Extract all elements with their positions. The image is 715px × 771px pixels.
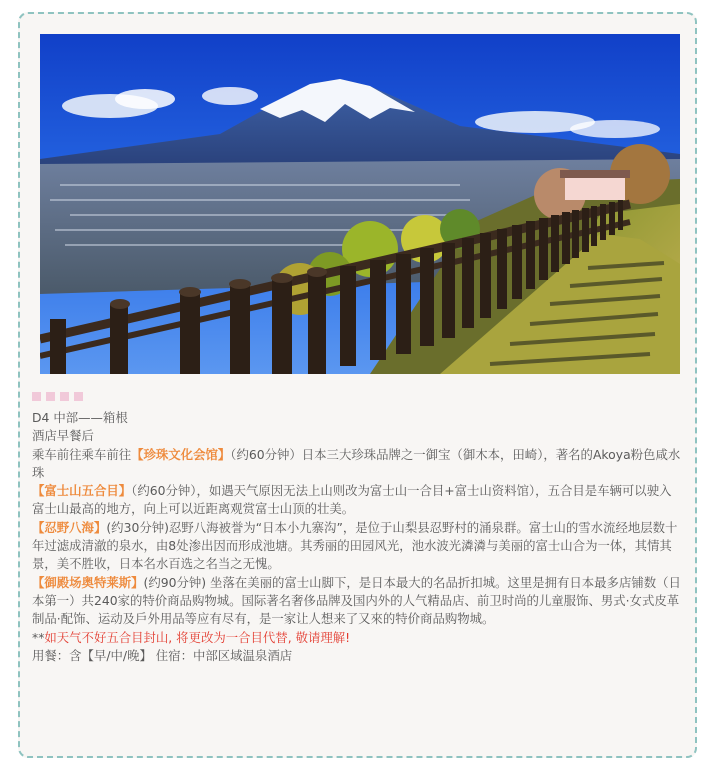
fuji-5th-station-desc: （约60分钟），如遇天气原因无法上山则改为富士山一合目+富士山资料馆），五合目是车辆可以驶入富士山最高的地方，向上可以近距离观赏富士山顶的壮美。 <box>32 483 672 517</box>
fuji-5th-station-paragraph <box>32 482 682 519</box>
fuji-5th-station-title: 【富士山五合目】 <box>32 483 132 499</box>
gotemba-outlet-title: 【御殿场奥特莱斯】 <box>32 574 144 590</box>
day-title: D4 中部——箱根 <box>32 410 128 425</box>
weather-warning <box>32 629 682 647</box>
pearl-museum-intro: 乘车前往乘车前往 <box>32 446 132 462</box>
meals-hotel-info: 用餐：含【早/中/晚】 住宿：中部区域温泉酒店 <box>32 647 293 663</box>
gotemba-outlet-paragraph <box>32 574 682 629</box>
oshino-hakkai-title: 【忍野八海】 <box>32 519 107 535</box>
gotemba-outlet-desc: (约90分钟) 坐落在美丽的富士山脚下，是日本最大的名品折扣城。这里是拥有日本最多店铺数（日本第一）共240家的特价商品购物城。国际著名奢侈品牌及国内外的人气精品店、前卫时尚的儿童服饰、男式·女式皮革制品·配饰、运动及戶外用品等应有尽有，是一家让人想来了又來的特价商品购物城。 <box>32 574 681 627</box>
mount-fuji-photo <box>40 34 680 374</box>
oshino-hakkai-desc: (约30分钟)忍野八海被誉为“日本小九寨沟”，是位于山梨县忍野村的涌泉群。富士山的雪水流经地层数十年过滤成清澈的泉水，由8处渗出因而形成池塘。其秀丽的田园风光，池水波光潾潾与美丽的富士山合为一体，其情其景，美不胜收，日本名水百选之名当之无愧。 <box>32 519 678 572</box>
dot-3 <box>60 392 69 401</box>
pearl-museum-desc: （约60分钟）日本三大珍珠品牌之一御宝（御木本，田崎），著名的Akoya粉色咸水珠 <box>32 446 681 480</box>
dot-1 <box>32 392 41 401</box>
dot-4 <box>74 392 83 401</box>
pearl-museum-paragraph <box>32 446 682 483</box>
breakfast-note: 酒店早餐后 <box>32 428 94 444</box>
itinerary-card <box>18 12 697 758</box>
oshino-hakkai-paragraph <box>32 519 682 574</box>
warning-text: 如天气不好五合目封山, 将更改为一合目代替, 敬请理解! <box>44 629 351 645</box>
decorative-dots <box>32 392 83 401</box>
dot-2 <box>46 392 55 401</box>
itinerary-text <box>32 409 682 665</box>
pearl-museum-title: 【珍珠文化会馆】 <box>131 446 231 462</box>
warning-stars: ** <box>32 629 45 645</box>
